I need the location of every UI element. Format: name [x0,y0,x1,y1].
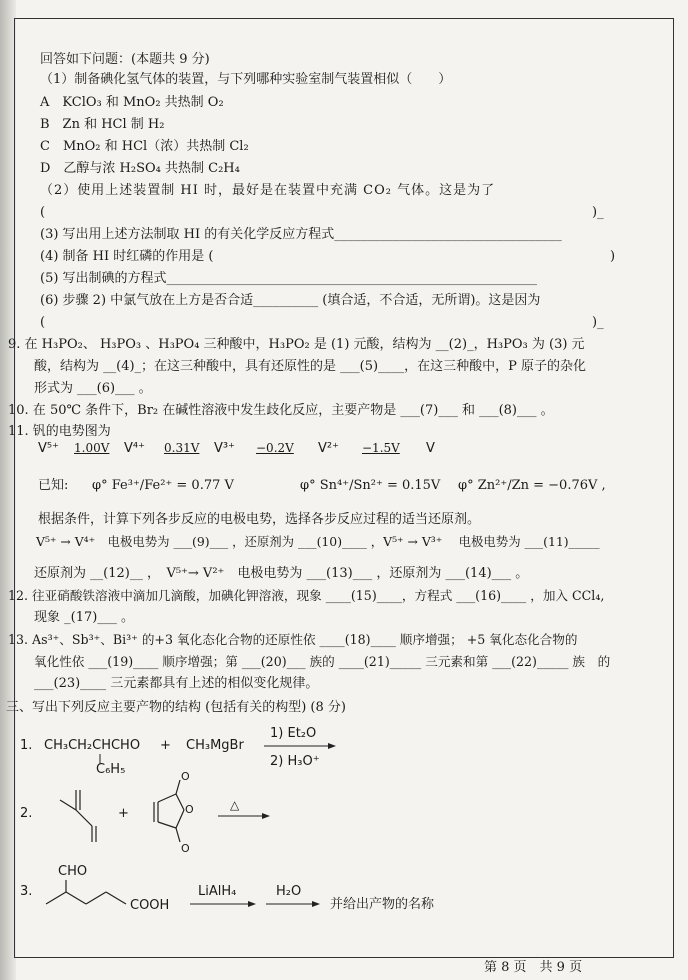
reaction-3-skeleton [46,880,126,904]
known-value-fe: φ° Fe³⁺/Fe²⁺ = 0.77 V [92,478,234,493]
section-intro: 回答如下问题：(本题共 9 分) [40,52,210,67]
option-c: C MnO₂ 和 HCl（浓）共热制 Cl₂ [40,139,249,154]
option-d: D 乙醇与浓 H₂SO₄ 共热制 C₂H₄ [40,161,240,176]
option-a: A KClO₃ 和 MnO₂ 共热制 O₂ [40,95,224,110]
question-2-blank-close: )_ [592,205,604,220]
question-11-line-a: V⁵⁺ → V⁴⁺ 电极电势为 ___(9)___ ，还原剂为 ___(10)____ ，V⁵⁺ → V³⁺ 电极电势为 ___(11)_____ [36,534,600,549]
reaction-2-heat: △ [230,798,240,812]
question-2-blank-open: ( [40,205,46,220]
potential-v2-v: −1.5V [362,441,400,455]
question-4: (4) 制备 HI 时红磷的作用是 ( [40,249,214,264]
question-10: 10. 在 50℃ 条件下，Br₂ 在碱性溶液中发生歧化反应，主要产物是 ___(7)___ 和 ___(8)___ 。 [8,403,554,418]
question-13-line-2: 氧化性依 ___(19)____ 顺序增强；第 ___(20)___ 族的 ____(21)_____ 三元素和第 ___(22)_____ 族 的 [34,654,611,669]
question-9-line-2: 酸，结构为 __(4)_；在这三种酸中，具有还原性的是 ___(5)____，在这三种酸中，P 原子的杂化 [34,359,586,374]
question-1: （1）制备碘化氢气体的装置，与下列哪种实验室制气装置相似（ ） [40,72,452,87]
maleic-anhydride-structure [154,780,184,842]
question-2: （2）使用上述装置制 HI 时，最好是在装置中充满 CO₂ 气体。这是为了 [40,183,496,198]
reaction-1-reactant: CH₃CH₂CHCHO [44,738,141,753]
reaction-2-plus: + [118,806,129,821]
potential-v4-v3: 0.31V [164,441,200,455]
question-9-line-3: 形式为 ___(6)___ 。 [34,381,152,396]
anhydride-oxygen-top: O [181,770,190,783]
species-v: V [426,441,435,456]
question-9-line-1: 9. 在 H₃PO₂、 H₃PO₃ 、H₃PO₄ 三种酸中，H₃PO₂ 是 (1) 元酸，结构为 __(2)_，H₃PO₃ 为 (3) 元 [8,337,585,352]
known-label: 已知: [38,478,69,493]
species-v4: V⁴⁺ [124,441,145,456]
question-12-line-1: 12. 往亚硝酸铁溶液中滴加几滴酸，加碘化钾溶液，现象 ____(15)____，方程式 ___(16)____ ，加入 CCl₄, [8,588,605,603]
question-11: 11. 钒的电势图为 [8,424,111,439]
reaction-2-number: 2. [20,806,33,821]
question-13-line-1: 13. As³⁺、Sb³⁺、Bi³⁺ 的+3 氧化态化合物的还原性依 ____(18)____ 顺序增强； +5 氧化态化合物的 [8,632,578,647]
question-5: (5) 写出制碘的方程式_________________________________________________________ [40,271,538,286]
section-3-title: 三、写出下列反应主要产物的结构 (包括有关的构型) (8 分) [6,700,346,715]
reaction-1-reagent: CH₃MgBr [186,738,244,753]
anhydride-oxygen-bottom: O [181,842,190,855]
species-v3: V³⁺ [214,441,235,456]
option-b: B Zn 和 HCl 制 H₂ [40,117,165,132]
reaction-3-number: 3. [20,884,33,899]
reaction-1-arrow [264,743,336,749]
question-6-blank-open: ( [40,315,46,330]
reaction-3-arrow-2 [266,901,320,907]
reaction-3-arrow-1 [190,901,256,907]
anhydride-oxygen-ring: O [185,803,194,816]
reaction-2-arrow [218,813,270,819]
reaction-1-number: 1. [20,738,33,753]
species-v5: V⁵⁺ [38,441,59,456]
reaction-1-step-1: 1) Et₂O [270,726,317,741]
question-13-line-3: ___(23)____ 三元素都具有上述的相似变化规律。 [34,676,319,691]
question-3: (3) 写出用上述方法制取 HI 的有关化学反应方程式___________________________________ [40,227,562,242]
reaction-1-substituent: C₆H₅ [96,762,126,777]
isoprene-structure [60,790,96,842]
reaction-1-step-2: 2) H₃O⁺ [270,754,320,769]
question-11-task: 根据条件，计算下列各步反应的电极电势，选择各步反应过程的适当还原剂。 [38,512,481,527]
reaction-3-aldehyde: CHO [58,864,88,879]
reaction-3-acid: COOH [130,898,170,913]
known-value-sn: φ° Sn⁴⁺/Sn²⁺ = 0.15V [300,478,441,493]
reaction-3-note: 并给出产物的名称 [330,897,435,912]
question-6-blank-close: )_ [592,315,604,330]
species-v2: V²⁺ [318,441,339,456]
question-6: (6) 步骤 2) 中氯气放在上方是否合适__________ (填合适，不合适，无所谓)。这是因为 [40,293,541,308]
page-footer: 第 8 页 共 9 页 [484,960,583,975]
known-value-zn: φ° Zn²⁺/Zn = −0.76V , [458,478,606,493]
reaction-1-plus: + [160,738,171,753]
reaction-3-reagent-2: H₂O [276,884,302,899]
question-11-line-b: 还原剂为 __(12)__ ， V⁵⁺→ V²⁺ 电极电势为 ___(13)___ ，还原剂为 ___(14)___ 。 [34,566,529,581]
question-4-close: ) [610,249,616,264]
potential-v5-v4: 1.00V [74,441,110,455]
question-12-line-2: 现象 _(17)___ 。 [34,610,134,625]
potential-v3-v2: −0.2V [256,441,294,455]
reaction-3-reagent-1: LiAlH₄ [198,884,237,899]
